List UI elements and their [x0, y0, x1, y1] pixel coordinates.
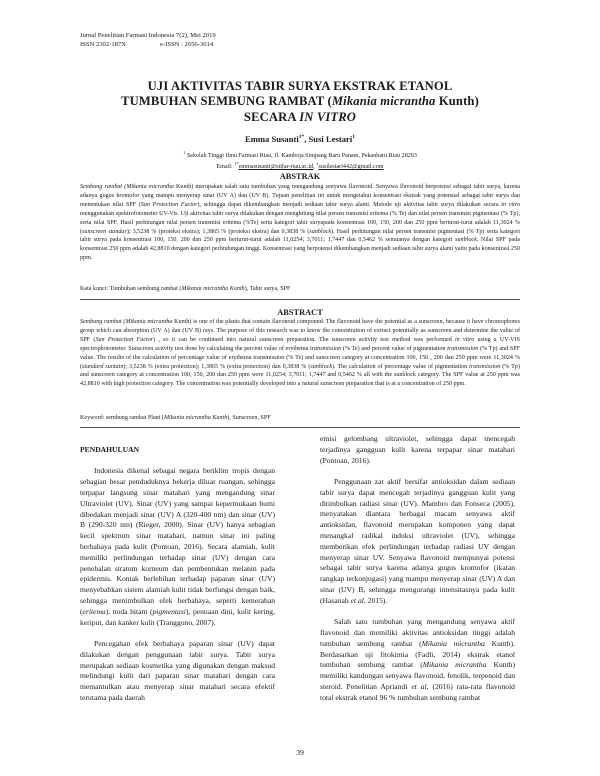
email-2-sup: 1 [316, 161, 319, 167]
right-paragraph-0: emisi gelombang ultraviolet, sehingga dapat mencegah terjadinya gangguan kulit karena terpapar sinar matahari (Pontoan, 2016). [320, 434, 517, 465]
email-link-2[interactable]: susilestari442@gmail.com [318, 164, 384, 171]
abstrak-sunblock-1: sunblock [309, 228, 332, 235]
right-p1-etal: et al [350, 595, 364, 605]
abstract-transmission-1: transmission [310, 345, 342, 352]
title-species: Mikania micrantha [331, 94, 436, 109]
right-paragraph-1 [320, 477, 515, 607]
author-2: , Susi Lestari [304, 134, 353, 144]
abstrak-t4: menggunakan spektrofotometer UV-Vis. Uji aktivitas tabir surya dilakukan dengan menghitung nilai persen transmisi eritema (% Te) dan nilai persen transmisi pigmentasi (% Tp), serta nilai SPF. Hasil perhitungan nilai persen transmisi eritema (%Te) serta kategori tabir suryapada konsentrasi 100, 150, 200 dan 250 ppm berturut-turut adalah 11,3024 % ( [80, 201, 522, 235]
abstract-sunblock: sunblock [310, 363, 333, 370]
abstrak-body [80, 183, 520, 263]
divider-bottom [80, 427, 520, 428]
abstract-body [80, 318, 520, 389]
abstract-t1: Kunth) is one of the plants that contain flavonoid compound. The flavonoid have the potential as a sunscreen, because it have chromophores group which can absorption (UV A) dan (UV B) rays. The purpose of this research was to know the concentration of extract potentially as sunscreen and determine the value of SPF ( [80, 319, 522, 343]
right-p2-text-b: Kunth). Berdasarkan uji fitokimia (Fadli, 2014) ekstrak etanol tumbuhan sembung rambat ( [320, 638, 517, 670]
abstrak-heading: ABSTRAK [279, 172, 321, 181]
author-1-sup: 1* [298, 134, 305, 141]
author-2-sup: 1 [352, 134, 355, 141]
abstract-spf-term: Sun Protection Factor [95, 336, 154, 343]
abstract-invitro: in vitro [454, 336, 475, 343]
right-paragraph-2 [320, 617, 515, 703]
abstract-t4: (% Te) and percent value of pigmentation [341, 345, 448, 352]
keywords-pre: Keyword: sembung rambat Plant ( [80, 415, 164, 421]
kata-kunci-post: ), Tabir surya, SPF [244, 286, 291, 292]
right-p2-text-d: , (2016) rata-rata flavonoid total ekstrak etanol 96 % tumbuhan sembung rambat [320, 681, 517, 702]
left-paragraph-2: Pencegahan efek berbahaya paparan sinar (UV) dapat dilakukan dengan penggunaan tabir surya. Tabir surya merupakan sediaan kosmetika yang digunakan dengan maksud melindungi kulit dari paparan sinar matahari dengan cara memantulkan atau menyerap sinar matahari secara efektif terutama pada daerah [80, 638, 277, 702]
abstrak-t3: ), sehingga dapat dikembangkan menjadi sediaan tabir surya alami. Metode uji aktivitas tabir surya dilakukan secara [197, 201, 502, 208]
title-line-3-pre: SECARA [243, 109, 300, 124]
email-separator: , [313, 164, 317, 171]
body-column-right [320, 434, 515, 704]
title-in-vitro: IN VITRO [299, 109, 357, 124]
issn: ISSN 2302-187X [80, 40, 126, 48]
abstract-t3: using a UV-VIS spectrophotometer. Sunscreen activity test done by calculating the percent value of erythema [80, 336, 522, 352]
affiliation-sup: 1 [183, 150, 186, 155]
right-p2-species-2: Mikania micrantha [422, 660, 487, 670]
right-p1-text: Penggunaan zat aktif bersifat antioksidan dalam sediaan tabir surya dapat mencegah terjadinya gangguan kulit yang ditimbulkan radiasi sinar (UV). Mambro dan Fonseca (2005), menyatakan diantara berbagai macam senyawa aktif antioksidan, flavonoid merupakan komponen yang dapat menangkal radikal induksi ultraviolet (UV), sehingga memberikan efek perlindungan terhadap radiasi UV dengan menyerap sinar UV. Senyawa flavonoid mempunyai potensi sebagai tabir surya karena adanya gugus kromofor (ikatan rangkap terkonjugasi) yang mampu menyerap sinar (UV) A dan sinar (UV) B, sehingga mengurangi intensitasnya pada kulit (Hasanah [320, 476, 517, 605]
kata-kunci-species: Mikania micrantha Kunth [181, 286, 245, 292]
abstrak-t2: Kunth) merupakan salah satu tumbuhan yang mengandung senyawa flavonoid. Senyawa flavonoid berpotensi sebagai tabir surya, karena adanya gugus kromofor yang mampu menyerap sinar (UV A) dan (UV B). Tujuan penelitian ini untuk mengetahui konsentrasi ekstrak yang potensial sebagai tabir surya dan menentukan nilai SPF ( [80, 184, 522, 208]
left-p1-pigmentasi: pigmentasi [152, 606, 186, 616]
email-link-1[interactable]: emmasusanti@stifar-riau.ac.id [238, 164, 314, 171]
issn-line [80, 41, 240, 50]
abstrak-spf-term: Sun Protection Factor [140, 201, 198, 208]
eissn: e-ISSN : 2656-3614 [160, 40, 214, 48]
abstrak-t1: Sembung rambat ( [80, 184, 127, 190]
journal-name: Jurnal Penelitian Farmasi Indonesia 7(2), Mei 2019 [80, 32, 216, 39]
abstract-t5: (% Tp) and SPF value. The results of the calculation of percentage value of erythema transmission (% Te) and sunscreen category at concentration 100, 150 , 200 dan 250 ppm were 11,3024 % ( [80, 345, 522, 370]
email-line [60, 160, 540, 171]
right-p2-species-1: Mikania micrantha [421, 638, 485, 648]
abstract-heading: ABSTRACT [277, 308, 323, 317]
abstract-transmission-2: transmission [447, 345, 479, 352]
divider-top [80, 299, 520, 300]
keywords-post: ), Sunscreen, SPF [227, 415, 271, 421]
abstrak-sunblock-2: sunblock [455, 237, 477, 244]
paper-title [60, 79, 540, 125]
left-p1-text: Indonesia dikenal sebagai negara beriklim tropis dengan sebagian besar penduduknya bekerja diluar ruangan, sehingga terpapar langsung sinar matahari yang mengandung sinar Ultraviolet (UV). Sinar (UV) yang sampai kepermukaan bumi dibedakan menjadi sinar (UV) A (320-400 nm) dan sinar (UV) B (290-320 nm) (Rieger, 2000). Sinar (UV) hanya sebagian kecil spektrum sinar matahari, namun sinar ini paling berbahaya pada kulit (Pontoan, 2016). Secara alamiah, kulit memiliki perlindungan terhadap sinar (UV) dengan cara penebalan stratum korneum dan pembentukan melanin pada epidermis. Kontak berlebihan terhadap paparan sinar (UV) menyebabkan sistem alamiah kulit tidak berfungsi dengan baik, sehingga menimbulkan efek berbahaya, seperti kemerahan ( [80, 466, 277, 616]
right-p2-text-c: Kunth) memiliki kandungan senyawa flavonoid, fenolik, terpenoid dan steroid. Penelitian Apriandi [320, 660, 517, 691]
affiliation-line [60, 149, 540, 160]
abstract-t8: (% Tp) and sunscreen category at concentration 100, 150, 200 dan 250 ppm were 11,0254; 3,7011; 1,7447 and 0,5462 % all with the sunblock category. The SPF value at 250 ppm was 42,8810 with high protection category. The concentration was potentially developed into a natural sunscreen preparation that is at a concentration of 250 ppm. [80, 363, 522, 388]
abstrak-species: Mikania micrantha [126, 184, 174, 190]
kata-kunci [80, 285, 520, 294]
title-line-3 [60, 110, 540, 125]
keywords [80, 414, 520, 423]
left-p1-eritema: eritema [82, 606, 106, 616]
email-label: Email: [216, 164, 235, 171]
title-line-2-post: Kunth) [435, 94, 479, 109]
left-paragraph-1 [80, 466, 275, 628]
body-column-left [80, 445, 275, 704]
right-p2-etal: et al [411, 681, 427, 691]
affiliation [60, 149, 540, 172]
abstract-transmission-3: transmission [469, 363, 501, 370]
title-line-1: UJI AKTIVITAS TABIR SURYA EKSTRAK ETANOL [147, 79, 453, 93]
journal-header [80, 32, 240, 49]
abstrak-invitro: in vitro [501, 201, 521, 208]
abstract-t6: ); 3,5238 % (extra protection); 1,3865 % (extra protection) dan 0,3838 % ( [123, 363, 311, 370]
author-list [60, 134, 540, 144]
abstract-t7: ). The calculation of percentage value of pigmentation [332, 363, 470, 370]
title-line-2 [60, 94, 540, 109]
abstrak-t5: ); 3,5238 % (proteksi ekstra); 1,3865 % (proteksi ekstra) dan 0,3838 % ( [126, 228, 310, 235]
section-heading-pendahuluan: PENDAHULUAN [80, 445, 140, 454]
left-p1-text-b: ), noda hitam ( [105, 606, 153, 616]
abstract-t2: ) , so it can be continued into natural sunscreen preparation. The sunscreen activity test method was performed [153, 336, 455, 343]
author-1: Emma Susanti [245, 134, 299, 144]
kata-kunci-pre: Kata kunci: Tumbuhan sembung rambat ( [80, 286, 182, 292]
abstrak-t7: . Nilai SPF pada konsentrasi 250 ppm adalah 42,8810 dengan kategori perlindungan tinggi. Konsentrasi yang berpotensi dikembangkan menjadi sediaan tabir surya alami yaitu pada konsentrasi 250 ppm. [80, 237, 522, 262]
email-1-sup: 1* [234, 161, 239, 167]
abstrak-sunscreen-std: sunscreen standar [82, 228, 127, 235]
affiliation-text: Sekolah Tinggi Ilmu Farmasi Riau, Jl. Kamboja Simpang Baru Panam, Pekanbaru Riau 28293 [185, 153, 417, 160]
right-p1-text-b: , 2015). [363, 595, 388, 605]
abstrak-t6: ). Hasil perhitungan nilai persen transmisi pigmentasi (% Tp) serta kategori tabir surya pada konsentrasi 100, 150, 200 dan 250 ppm berturut-turut adalah 11,0254; 3,7011; 1,7447 dan 0,5462 % semuanya dengan kategori [80, 228, 522, 244]
keywords-species: Mikania micrantha Kunth [163, 415, 228, 421]
right-p2-text: Salah satu tumbuhan yang mengandung senyawa aktif flavonoid dan memiliki aktivitas antioksidan tinggi adalah tumbuhan sembung rambat ( [320, 617, 517, 648]
page-number: 39 [296, 748, 304, 757]
title-line-2-pre: TUMBUHAN SEMBUNG RAMBAT ( [121, 94, 332, 109]
abstract-standard-suntain: standard suntain [82, 363, 124, 370]
abstract-t1-it: Sembung rambat (Mikania micrantha [80, 319, 173, 325]
left-p1-text-c: ), penuaan dini, kulit kering, keriput, dan kanker kulit (Tranggono, 2007). [80, 606, 277, 627]
